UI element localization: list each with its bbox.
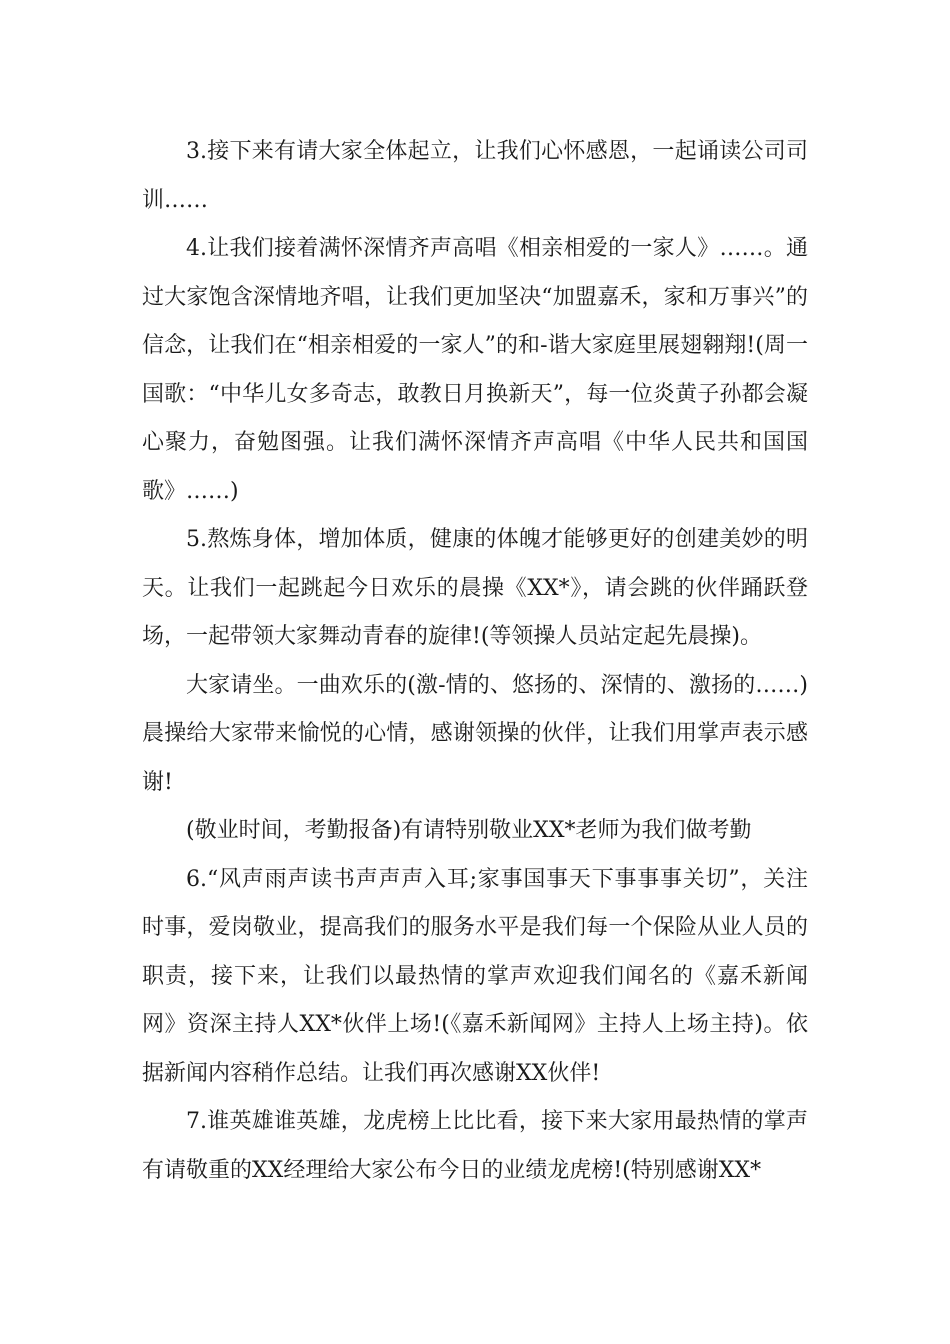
paragraph-7: 7.谁英雄谁英雄，龙虎榜上比比看，接下来大家用最热情的掌声有请敬重的XX经理给大家公布今日的业绩龙虎榜!(特别感谢XX*	[142, 1109, 808, 1183]
paragraph-please-sit: 大家请坐。一曲欢乐的(激-情的、悠扬的、深情的、激扬的……)晨操给大家带来愉悦的心情，感谢领操的伙伴，让我们用掌声表示感谢!	[142, 672, 808, 795]
paragraph-6: 6.“风声雨声读书声声声入耳;家事国事天下事事事关切”，关注时事，爱岗敬业，提高我们的服务水平是我们每一个保险从业人员的职责，接下来，让我们以最热情的掌声欢迎我们闻名的《嘉禾新闻网》资深主持人XX*伙伴上场!(《嘉禾新闻网》主持人上场主持)。依据新闻内容稍作总结。让我们再次感谢XX伙伴!	[142, 866, 808, 1086]
paragraph-attendance: (敬业时间，考勤报备)有请特别敬业XX*老师为我们做考勤	[186, 818, 752, 843]
paragraph-5: 5.熬炼身体，增加体质，健康的体魄才能够更好的创建美妙的明天。让我们一起跳起今日欢乐的晨操《XX*》，请会跳的伙伴踊跃登场，一起带领大家舞动青春的旋律!(等领操人员站定起先晨操)。	[142, 527, 808, 649]
paragraph-4: 4.让我们接着满怀深情齐声高唱《相亲相爱的一家人》……。通过大家饱含深情地齐唱，让我们更加坚决“加盟嘉禾，家和万事兴”的信念，让我们在“相亲相爱的一家人”的和-谐大家庭里展翅翱翔!(周一国歌：“中华儿女多奇志，敢教日月换新天”，每一位炎黄子孙都会凝心聚力，奋勉图强。让我们满怀深情齐声高唱《中华人民共和国国歌》……)	[142, 236, 808, 504]
document-body	[142, 128, 808, 1195]
paragraph-3: 3.接下来有请大家全体起立，让我们心怀感恩，一起诵读公司司训……	[142, 139, 808, 213]
